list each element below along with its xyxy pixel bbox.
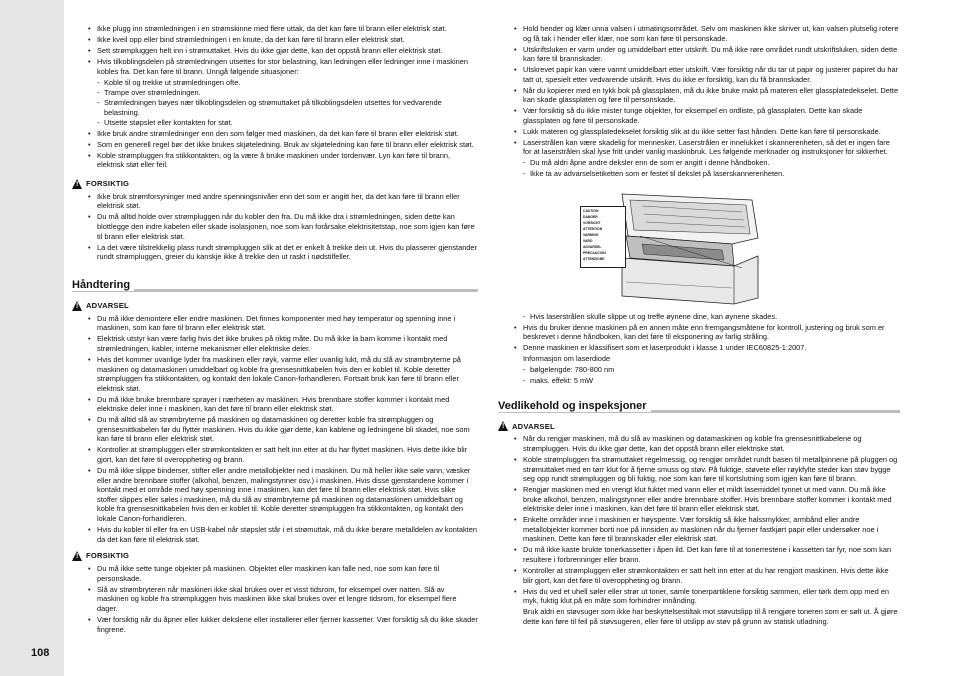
list-item: • Når du rengjør maskinen, må du slå av maskinen og datamaskinen og koble fra grensesnittkabelene og strømpluggen. Hvis du ikke gjør dette, kan det oppstå brann eller elektriske støt.	[512, 434, 900, 453]
label-line: ADVARSEL	[583, 245, 602, 250]
list-item: • Du må ikke bruke brennbare sprayer i nærheten av maskinen. Hvis brennbare stoffer kommer i kontakt med elektriske deler inne i maskinen, kan det føre til brann eller elektrisk støt.	[86, 395, 478, 414]
caution-heading	[72, 551, 478, 561]
list-item: • Du må ikke demontere eller endre maskinen. Det finnes komponenter med høy temperatur og spenning inne i maskinen, som kan føre til brann eller elektrisk støt.	[86, 314, 478, 333]
list-item: • Hold hender og klær unna valsen i utmatingsområdet. Selv om maskinen ikke skriver ut, kan valsen plutselig rotere og få tak i hender eller klær, noe som kan føre til personskade.	[512, 24, 900, 43]
list-item: • Utskriftsluken er varm under og umiddelbart etter utskrift. Du må ikke røre området rundt utskriftsluken, siden dette kan føre til brannskader.	[512, 45, 900, 64]
list-item: • Slå av strømbryteren når maskinen ikke skal brukes over et visst tidsrom, for eksempel over natten. Slå av maskinen og koble fra strømpluggen hvis maskinen ikke skal brukes over et lengre tidsrom, for eksempel flere dager.	[86, 585, 478, 614]
sub-list-item: - Koble til og trekke ut strømledningen ofte.	[86, 78, 478, 88]
sub-list-item: - bølgelengde: 780-800 nm	[512, 365, 900, 375]
label-line: CAUTION	[583, 209, 599, 214]
list-item: • Hvis det kommer uvanlige lyder fra maskinen eller røyk, varme eller uvanlig lukt, må du slå av strømbryterne på maskinen og datamaskinen umiddelbart og koble fra grensesnittkabelen hvis den er koblet til. Koble deretter strømpluggen fra stikkontakten, og kontakt den lokale Canon-forhandleren. Fortsatt bruk kan føre til brann eller elektrisk støt.	[86, 355, 478, 393]
list-item: • Vær forsiktig så du ikke mister tunge objekter, for eksempel en ordliste, på glassplaten. Dette kan skade glassplaten og føre til personskade.	[512, 106, 900, 125]
label-line: VARNING	[583, 233, 599, 238]
label-line: VARO	[583, 239, 593, 244]
warning-heading	[498, 421, 900, 431]
warning-triangle-icon: !	[498, 421, 508, 431]
list-item: • Ikke kveil opp eller bind strømledningen i en knute, da det kan føre til brann eller elektrisk støt.	[86, 35, 478, 45]
list-item: • Sett strømpluggen helt inn i strømuttaket. Hvis du ikke gjør dette, kan det oppstå brann eller elektrisk støt.	[86, 46, 478, 56]
list-item: • Som en generell regel bør det ikke brukes skjøteledning. Bruk av skjøteledning kan føre til brann eller elektrisk støt.	[86, 140, 478, 150]
laser-label-illustration	[582, 186, 762, 306]
sub-list-item: - Utsette støpslet eller kontakten for støt.	[86, 118, 478, 128]
list-item: • Du må alltid holde over strømpluggen når du kobler den fra. Du må ikke dra i strømledningen, siden dette kan blottlegge den indre kabelen eller skade isolasjonen, noe som kan forårsake elektrisitetstap, noe som igjen kan føre til brann eller elektrisk støt.	[86, 212, 478, 241]
list-item: • Rengjør maskinen med en vrengt klut fuktet med vann eller et mildt lasemiddel tynnet ut med vann. Du må ikke bruke alkohol, benzen, malingstynner eller andre brennbare stoffer. Hvis brennbare stoffer kommer i kontakt med elektriske deler inne i maskinen, kan det føre til brann eller elektrisk støt.	[512, 485, 900, 514]
label-line: ATTENTION	[583, 227, 603, 232]
list-item: • La det være tilstrekkelig plass rundt strømpluggen slik at det er enkelt å trekke den ut. Hvis du plasserer gjenstander rundt strømpluggen, greier du kanskje ikke å trekke den ut raskt i nødstilfeller.	[86, 243, 478, 262]
list-item: • Laserstrålen kan være skadelig for mennesker. Laserstrålen er innelukket i skannerenheten, så det er ingen fare for at laserstrålen skal lyse fritt under vanlig maskinbruk. Les følgende merknader og instruksjoner for sikkerhet.	[512, 138, 900, 157]
warning-triangle-icon: !	[72, 301, 82, 311]
list-item: • Kontroller at strømpluggen eller strømkontakten er satt helt inn etter at du har rengjort maskinen. Hvis dette ikke blir gjort, kan det føre til overoppheting og brann.	[512, 566, 900, 585]
sub-list-item: - Hvis laserstrålen skulle slippe ut og treffe øynene dine, kan øynene skades.	[512, 312, 900, 322]
warning-label: ADVARSEL	[86, 300, 129, 310]
sub-list-item: - Ikke ta av advarselsetiketten som er festet til dekslet på laserskannerenheten.	[512, 169, 900, 179]
warning-heading	[72, 301, 478, 311]
list-item: • Du må ikke kaste brukte tonerkassetter i åpen ild. Det kan føre til at tonerrestene i kassetten tar fyr, noe som kan resultere i forbrenninger eller brann.	[512, 545, 900, 564]
list-item: • Hvis du bruker denne maskinen på en annen måte enn fremgangsmåtene for kontroll, justering og bruk som er beskrevet i denne håndboken, kan det føre til eksponering av farlig stråling.	[512, 323, 900, 342]
label-line: VORSICHT	[583, 221, 601, 226]
list-item: • Hvis du kobler til eller fra en USB-kabel når støpslet står i et strømuttak, må du ikke berøre metalldelen av kontakten da det kan føre til elektrisk støt.	[86, 525, 478, 544]
list-item: • Hvis tilkoblingsdelen på strømledningen utsettes for stor belastning, kan ledningen eller ledninger inne i maskinen kobles fra. Det kan føre til brann. Unngå følgende situasjoner:	[86, 57, 478, 76]
laser-info-label: Informasjon om laserdiode	[523, 354, 611, 364]
list-item: • Ikke plugg inn strømledningen i en strømskinne med flere uttak, da det kan føre til brann eller elektrisk støt.	[86, 24, 478, 34]
sub-list-item: - maks. effekt: 5 mW	[512, 376, 900, 386]
list-item: • Koble strømpluggen fra strømuttaket regelmessig, og rengjør området rundt basen til metallpinnene på pluggen og strømuttaket med en tørr klut for å fjerne smuss og støv. På fuktige, støvete eller røykfylte steder kan støv bygge seg opp rundt strømpluggen og bli fuktig, noe som kan føre til kortslutning som igjen kan føre til brann.	[512, 455, 900, 484]
laser-warning-label	[580, 206, 626, 268]
list-item: • Når du kopierer med en tykk bok på glassplaten, må du ikke bruke makt på materen eller glassplatedekselet. Dette kan skade glassplaten og føre til personskade.	[512, 86, 900, 105]
sub-list-item: - Du må aldri åpne andre deksler enn de som er angitt i denne håndboken.	[512, 158, 900, 168]
list-item: • Enkelte områder inne i maskinen er høyspente. Vær forsiktig så ikke halssmykker, armbånd eller andre metallobjekter kommer borti noe på innsiden av maskinen når du fjerner fastkjørt papir eller undersøker noe i maskinen. Dette kan føre til brannskader eller elektrisk støt.	[512, 515, 900, 544]
left-column	[72, 24, 478, 636]
list-item: • Denne maskinen er klassifisert som et laserprodukt i klasse 1 under IEC60825-1:2007.	[512, 343, 900, 353]
caution-label: FORSIKTIG	[86, 551, 130, 561]
list-item: • Koble strømpluggen fra stikkontakten, og la være å bruke maskinen under tordenvær. Lyn kan føre til brann, elektrisk støt eller feil.	[86, 151, 478, 170]
intro-list	[86, 24, 478, 170]
list-item: • Du må ikke slippe binderser, stifter eller andre metallobjekter ned i maskinen. Du må heller ikke søle vann, væsker eller andre brennbare stoffer (alkohol, benzen, malingstynner osv.) i maskinen. Hvis disse gjenstandene kommer i kontakt med et område med høy spenning inne i maskinen, kan det føre til brann eller elektrisk støt. Hvis slike stoffer slippes eller søles i maskinen, må du slå av strømbryterne på maskinen og datamaskinen umiddelbart og koble fra grensesnittkabelen hvis den er koblet til. Koble deretter strømpluggen fra stikkontakten, og kontakt den lokale Canon-forhandleren.	[86, 466, 478, 524]
list-item: • Vær forsiktig når du åpner eller lukker dekslene eller installerer eller fjerner kassetter. Vær forsiktig så du ikke skader fingrene.	[86, 615, 478, 634]
list-item: • Du må alltid slå av strømbryterne på maskinen og datamaskinen og deretter koble fra strømpluggen og grensesnittkabelen før du flytter maskinen. Hvis du ikke gjør dette, kan kablene og ledningene bli skadet, noe som kan føre til brann eller elektrisk støt.	[86, 415, 478, 444]
page-sidebar	[0, 0, 64, 676]
sub-list-item: - Trampe over strømledningen.	[86, 88, 478, 98]
warning-label: ADVARSEL	[512, 421, 555, 431]
caution-label: FORSIKTIG	[86, 179, 130, 189]
section-heading-maintenance	[498, 397, 900, 413]
sub-list-item: - Strømledningen bøyes nær tilkoblingsdelen og strømuttaket på tilkoblingsdelen utsettes for vedvarende belastning.	[86, 98, 478, 117]
list-item: • Kontroller at strømpluggen eller strømkontakten er satt helt inn etter at du har flyttet maskinen. Hvis dette ikke blir gjort, kan det føre til overoppheting og brann.	[86, 445, 478, 464]
section-title: Vedlikehold og inspeksjoner	[498, 400, 651, 412]
list-item: • Utskrevet papir kan være varmt umiddelbart etter utskrift. Vær forsiktig når du tar ut papir og justerer papiret du har tatt ut, spesielt etter vedvarende utskrift. Hvis du ikke er forsiktig, kan du få brannskader.	[512, 65, 900, 84]
right-column	[498, 24, 900, 628]
list-item: • Ikke bruk andre strømledninger enn den som følger med maskinen, da det kan føre til brann eller elektrisk støt.	[86, 129, 478, 139]
section-heading-handling	[72, 276, 478, 292]
list-item: • Hvis du ved et uhell søler eller strør ut toner, samle tonerpartiklene forsiktig sammen, eller tørk dem opp med en myk, fuktig klut på en måte som forhindrer innånding.	[512, 587, 900, 606]
warning-triangle-icon: !	[72, 179, 82, 189]
caution-heading	[72, 179, 478, 189]
note-paragraph: Bruk aldri en støvsuger som ikke har beskyttelsestiltak mot støvutslipp til å rengjøre toneren som er sølt ut. Å gjøre dette kan føre til feil på støvsugeren, eller føre til utslipp av støv på grunn av statisk utladning.	[523, 607, 898, 626]
label-line: DANGER	[583, 215, 598, 220]
label-line: ATTENZIONE	[583, 257, 605, 262]
warning-triangle-icon: !	[72, 551, 82, 561]
list-item: • Elektrisk utstyr kan være farlig hvis det ikke brukes på riktig måte. Du må ikke la barn komme i kontakt med strømledningen, kabler, interne mekanismer eller elektriske deler.	[86, 334, 478, 353]
list-item: • Ikke bruk strømforsyninger med andre spenningsnivåer enn det som er angitt her, da det kan føre til brann eller elektrisk støt.	[86, 192, 478, 211]
label-line: PRECAUCION	[583, 251, 606, 256]
list-item: • Du må ikke sette tunge objekter på maskinen. Objektet eller maskinen kan falle ned, noe som kan føre til personskade.	[86, 564, 478, 583]
page-number: 108	[31, 647, 50, 659]
section-title: Håndtering	[72, 279, 134, 291]
list-item: • Lukk materen og glassplatedekselet forsiktig slik at du ikke setter fast hånden. Dette kan føre til personskade.	[512, 127, 900, 137]
